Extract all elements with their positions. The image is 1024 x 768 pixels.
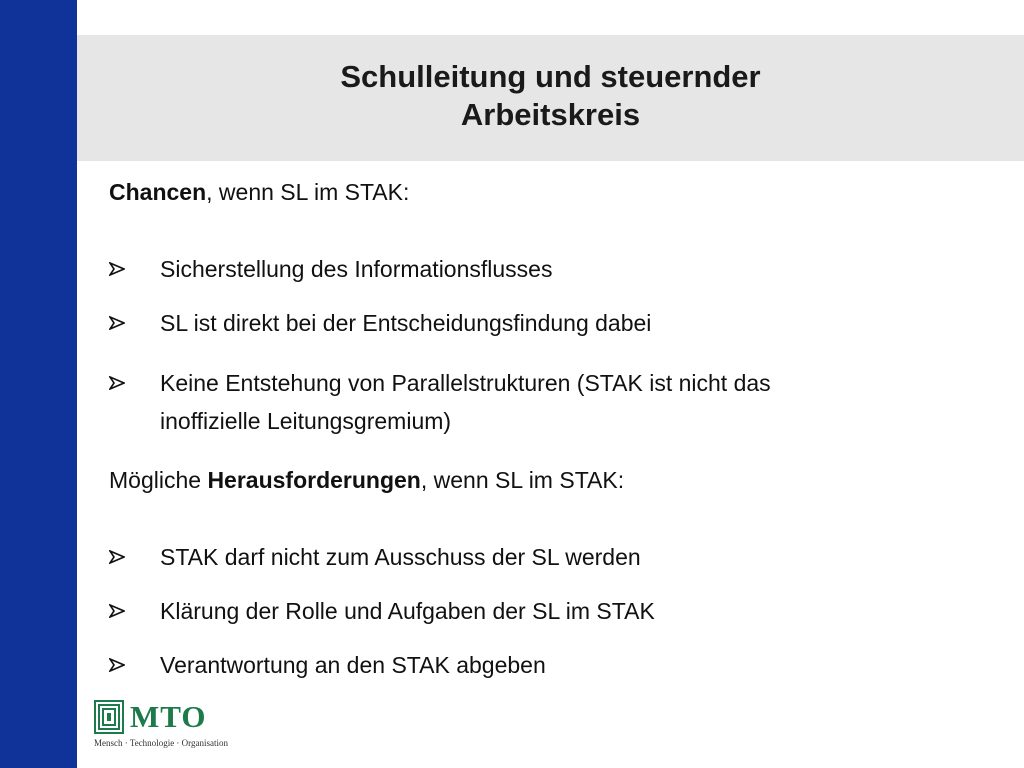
- list-item: [109, 250, 869, 288]
- list-item: [109, 364, 869, 440]
- logo-wordmark: MTO: [130, 699, 207, 734]
- bullet-text: Verantwortung an den STAK abgeben: [160, 652, 546, 678]
- list-item: [109, 592, 869, 630]
- section-heading-rest: , wenn SL im STAK:: [420, 467, 625, 493]
- list-item: [109, 646, 869, 684]
- arrow-bullet-icon: [109, 592, 131, 630]
- arrow-bullet-icon: [109, 364, 131, 402]
- section-heading-rest: , wenn SL im STAK:: [206, 179, 410, 205]
- section-heading-bold: Chancen: [109, 179, 207, 205]
- arrow-bullet-icon: [109, 250, 131, 288]
- logo-tagline: Mensch · Technologie · Organisation: [94, 738, 229, 748]
- bullet-text: Keine Entstehung von Parallelstrukturen (STAK ist nicht das inoffizielle Leitungsgremium): [160, 370, 771, 434]
- bullet-text: STAK darf nicht zum Ausschuss der SL werden: [160, 544, 641, 570]
- bullet-text: SL ist direkt bei der Entscheidungsfindung dabei: [160, 310, 652, 336]
- arrow-bullet-icon: [109, 646, 131, 684]
- bullet-text: Sicherstellung des Informationsflusses: [160, 256, 553, 282]
- left-accent-bar: [0, 0, 77, 768]
- arrow-bullet-icon: [109, 304, 131, 342]
- slide-title: [77, 58, 1024, 134]
- list-item: [109, 538, 869, 576]
- title-line-2: Arbeitskreis: [460, 97, 641, 132]
- bullet-text: Klärung der Rolle und Aufgaben der SL im STAK: [160, 598, 655, 624]
- mto-logo-mark-icon: [94, 700, 124, 739]
- arrow-bullet-icon: [109, 538, 131, 576]
- title-line-1: Schulleitung und steuernder: [340, 59, 761, 94]
- section-heading-bold: Herausforderungen: [207, 467, 421, 493]
- section-heading-herausforderungen: [109, 466, 624, 494]
- section-heading-prefix: Mögliche: [109, 467, 208, 493]
- section-heading-chancen: [109, 178, 409, 206]
- list-item: [109, 304, 869, 342]
- mto-logo: [94, 700, 234, 752]
